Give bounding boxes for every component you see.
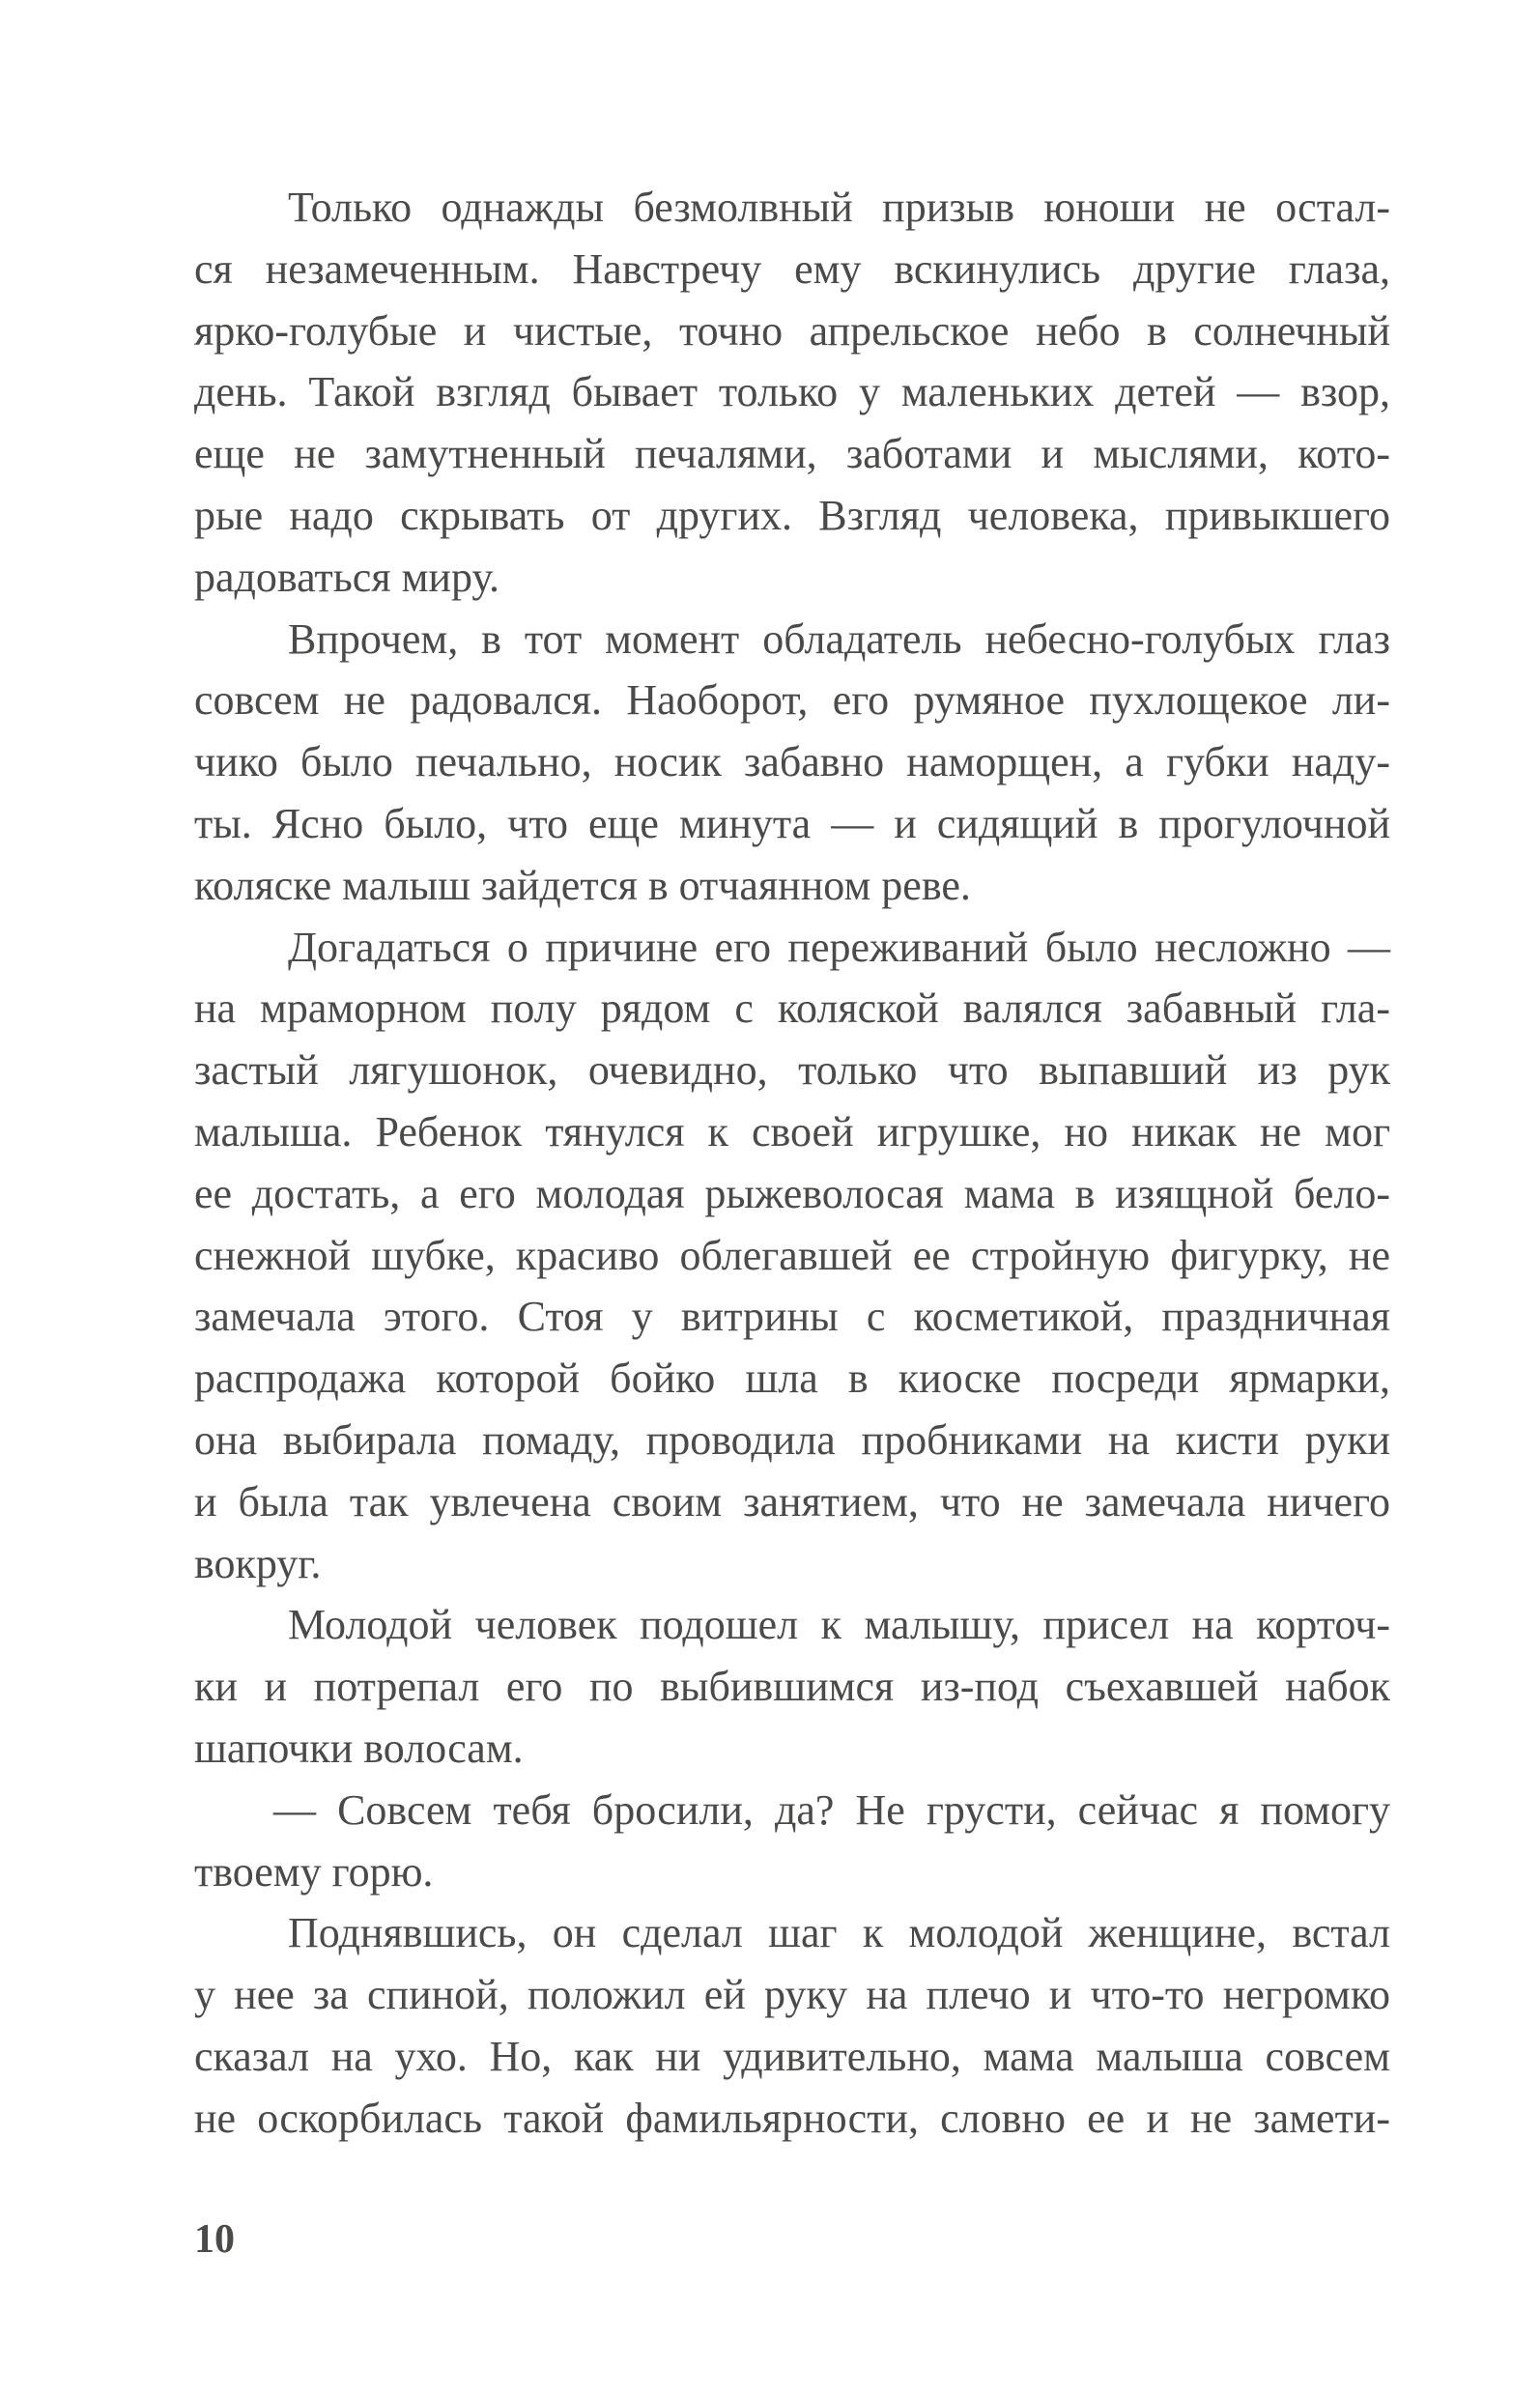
text-line: рые надо скрывать от других. Взгляд человека, привыкшего [194,491,1390,539]
text-line: совсем не радовался. Наоборот, его румяное пухлощекое ли- [194,676,1390,725]
text-line: ся незамеченным. Навстречу ему вскинулись другие глаза, [194,244,1390,293]
text-line: Только однажды безмолвный призыв юноши не остал- [288,184,1390,231]
text-line: Впрочем, в тот момент обладатель небесно-голубых глаз [288,614,1390,663]
text-line: ее достать, а его молодая рыжеволосая мама в изящной бело- [194,1169,1390,1217]
text-line: замечала этого. Стоя у витрины с косметикой, праздничная [194,1293,1390,1341]
text-line: ты. Ясно было, что еще минута — и сидящий в прогулочной [194,799,1390,847]
text-line: застый лягушонок, очевидно, только что выпавший из рук [194,1046,1390,1095]
page-number: 10 [194,2217,235,2262]
paragraph [194,1594,1390,1779]
text-line: малыша. Ребенок тянулся к своей игрушке, но никак не мог [194,1107,1390,1155]
text-line: Молодой человек подошел к малышу, присел на корточ- [288,1601,1390,1649]
dialogue-paragraph [194,1780,1390,1903]
text-line: распродажа которой бойко шла в киоске посреди ярмарки, [194,1355,1390,1403]
text-line: и была так увлечена своим занятием, что не замечала ничего [194,1477,1390,1526]
text-line: радоваться миру. [194,553,499,601]
paragraph [194,609,1390,917]
text-line: снежной шубке, красиво облегавшей ее стройную фигурку, не [194,1231,1390,1279]
text-line: еще не замутненный печалями, заботами и мыслями, кото- [194,430,1390,478]
text-line: ярко-голубые и чистые, точно апрельское небо в солнечный [194,306,1390,355]
text-line: день. Такой взгляд бывает только у маленьких детей — взор, [194,368,1390,416]
text-line: не оскорбилась такой фамильярности, словно ее и не замети- [194,2094,1390,2142]
text-line: сказал на ухо. Но, как ни удивительно, мама малыша совсем [194,2032,1390,2080]
text-line: твоему горю. [194,1847,434,1896]
text-line: шапочки волосам. [194,1724,524,1772]
paragraph [194,917,1390,1595]
text-line: Догадаться о причине его переживаний было несложно — [288,923,1390,971]
text-line: она выбирала помаду, проводила пробниками на кисти руки [194,1415,1390,1464]
text-line: чико было печально, носик забавно наморщен, а губки наду- [194,738,1390,786]
paragraph [194,1902,1390,2149]
body-text [194,177,1390,2150]
text-line: на мраморном полу рядом с коляской валялся забавный гла- [194,984,1390,1033]
text-line: — Совсем тебя бросили, да? Не грусти, сейчас я помогу [273,1785,1390,1834]
text-line: ки и потрепал его по выбившимся из-под съехавшей набок [194,1663,1390,1711]
paragraph [194,177,1390,609]
text-line: коляске малыш зайдется в отчаянном реве. [194,861,971,909]
text-line: вокруг. [194,1539,322,1587]
text-line: у нее за спиной, положил ей руку на плечо и что-то негромко [194,1971,1390,2019]
text-line: Поднявшись, он сделал шаг к молодой женщине, встал [288,1909,1390,1957]
